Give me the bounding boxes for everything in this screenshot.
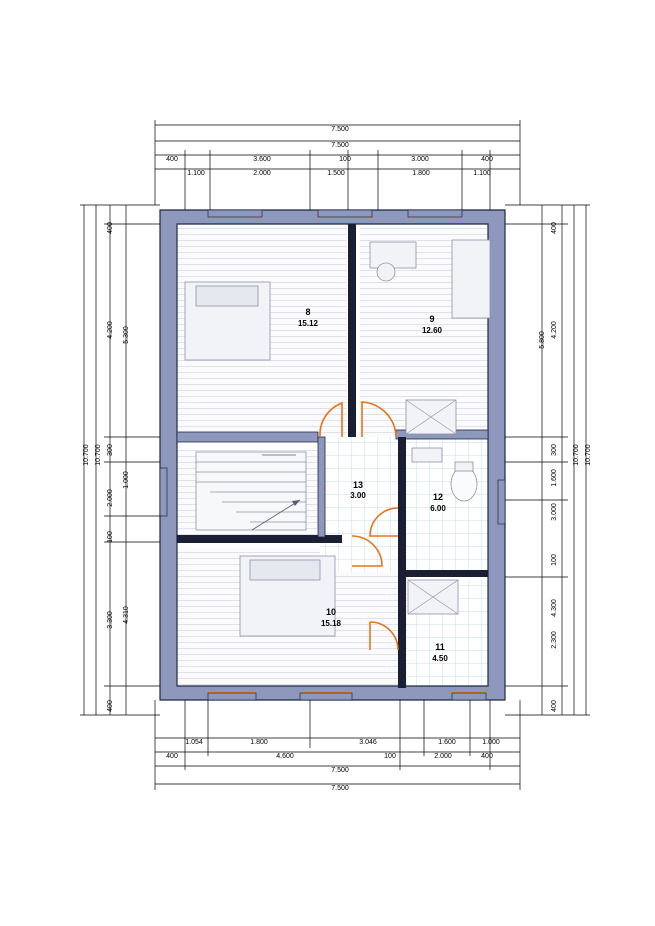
dimensions-left-text bbox=[83, 222, 130, 712]
dim-top-i: 1.800 bbox=[412, 170, 430, 177]
dim-left-j: 400 bbox=[107, 700, 114, 712]
dim-left-i: 4.310 bbox=[123, 606, 130, 624]
dim-bot-a: 1.054 bbox=[185, 739, 203, 746]
window-frame-3 bbox=[408, 210, 462, 217]
dim-right-f: 3.000 bbox=[551, 503, 558, 521]
room-8-number: 8 bbox=[305, 307, 311, 317]
dim-left-b: 4.200 bbox=[107, 321, 114, 339]
dim-bot-d: 1.600 bbox=[438, 739, 456, 746]
bed-pillow-10 bbox=[250, 560, 320, 580]
room-9-number: 9 bbox=[429, 314, 435, 324]
dim-top-f: 1.100 bbox=[187, 170, 205, 177]
staircase bbox=[196, 452, 306, 530]
window-frame-1 bbox=[208, 210, 262, 217]
stair-outline bbox=[196, 452, 306, 530]
dim-left-e: 1.000 bbox=[123, 471, 130, 489]
room-11-number: 11 bbox=[435, 642, 445, 652]
wall-stair-right bbox=[318, 437, 325, 537]
dim-right-h: 4.300 bbox=[551, 599, 558, 617]
wall-10-top bbox=[177, 535, 342, 543]
dim-left-total-1: 10.700 bbox=[83, 444, 90, 466]
sink-room-12 bbox=[412, 448, 442, 462]
dim-bot-total-2: 7.500 bbox=[331, 785, 349, 792]
room-11-area: 4.50 bbox=[432, 654, 448, 663]
dim-top-g: 2.000 bbox=[253, 170, 271, 177]
toilet-tank bbox=[455, 462, 473, 471]
dimensions-top bbox=[155, 120, 520, 210]
bed-pillow-8 bbox=[196, 286, 258, 306]
dimensions-bottom bbox=[155, 700, 520, 790]
room-10-area: 15.18 bbox=[320, 619, 342, 628]
dim-left-a: 400 bbox=[107, 222, 114, 234]
room-10-number: 10 bbox=[325, 607, 337, 617]
room-13-number: 13 bbox=[352, 480, 364, 490]
dim-bot-h: 100 bbox=[384, 753, 396, 760]
window-frame-5 bbox=[498, 480, 505, 524]
dim-bot-f: 400 bbox=[166, 753, 178, 760]
room-13-area: 3.00 bbox=[350, 491, 366, 500]
desk-room-9 bbox=[370, 242, 416, 268]
wall-11-top bbox=[406, 570, 488, 577]
dim-bot-g: 4.600 bbox=[276, 753, 294, 760]
dim-left-g: 100 bbox=[107, 531, 114, 543]
dimensions-top-text bbox=[166, 126, 493, 177]
dim-right-i: 2.300 bbox=[551, 631, 558, 649]
dim-top-d: 3.000 bbox=[411, 156, 429, 163]
dim-bot-i: 2.000 bbox=[434, 753, 452, 760]
dim-bot-c: 3.046 bbox=[359, 739, 377, 746]
wall-12-vertical bbox=[398, 437, 406, 575]
dim-right-c: 5.800 bbox=[539, 331, 546, 349]
dim-left-c: 5.300 bbox=[123, 326, 130, 344]
window-frame-8 bbox=[452, 693, 486, 700]
dim-top-a: 400 bbox=[166, 156, 178, 163]
dim-top-b: 3.600 bbox=[253, 156, 271, 163]
dim-bot-b: 1.800 bbox=[250, 739, 268, 746]
dim-left-total-2: 10.700 bbox=[95, 444, 102, 466]
chair-room-9 bbox=[377, 263, 395, 281]
window-frame-7 bbox=[300, 693, 352, 700]
wall-corridor-top-left bbox=[177, 432, 318, 442]
dim-right-j: 400 bbox=[551, 700, 558, 712]
dim-top-h: 1.500 bbox=[327, 170, 345, 177]
dim-right-total-2: 10.700 bbox=[585, 444, 592, 466]
window-frame-4 bbox=[160, 468, 167, 516]
dim-top-total-1: 7.500 bbox=[331, 126, 349, 133]
dim-right-g: 100 bbox=[551, 554, 558, 566]
dim-left-f: 2.000 bbox=[107, 489, 114, 507]
dim-bot-j: 400 bbox=[481, 753, 493, 760]
dim-right-b: 4.200 bbox=[551, 321, 558, 339]
room-8-area: 15.12 bbox=[297, 319, 319, 328]
dim-left-d: 300 bbox=[107, 444, 114, 456]
dim-right-a: 400 bbox=[551, 222, 558, 234]
dim-left-h: 3.300 bbox=[107, 611, 114, 629]
dimensions-left bbox=[80, 205, 160, 715]
wall-11-left bbox=[398, 575, 406, 688]
room-12-area: 6.00 bbox=[430, 504, 446, 513]
room-12-number: 12 bbox=[432, 492, 444, 502]
wardrobe-room-9 bbox=[452, 240, 490, 318]
dim-bot-total-1: 7.500 bbox=[331, 767, 349, 774]
dim-top-j: 1.100 bbox=[473, 170, 491, 177]
toilet-room-12 bbox=[451, 467, 477, 501]
wall-between-8-9 bbox=[348, 224, 356, 437]
window-frame-6 bbox=[208, 693, 256, 700]
dimensions-right-text bbox=[539, 222, 592, 712]
dim-right-total-1: 10.700 bbox=[573, 444, 580, 466]
window-frame-2 bbox=[318, 210, 372, 217]
dim-top-c: 100 bbox=[339, 156, 351, 163]
dim-right-e: 1.600 bbox=[551, 469, 558, 487]
dim-top-e: 400 bbox=[481, 156, 493, 163]
dim-bot-e: 1.000 bbox=[482, 739, 500, 746]
dim-right-d: 300 bbox=[551, 444, 558, 456]
room-9-area: 12.60 bbox=[421, 326, 443, 335]
dim-top-total-2: 7.500 bbox=[331, 142, 349, 149]
